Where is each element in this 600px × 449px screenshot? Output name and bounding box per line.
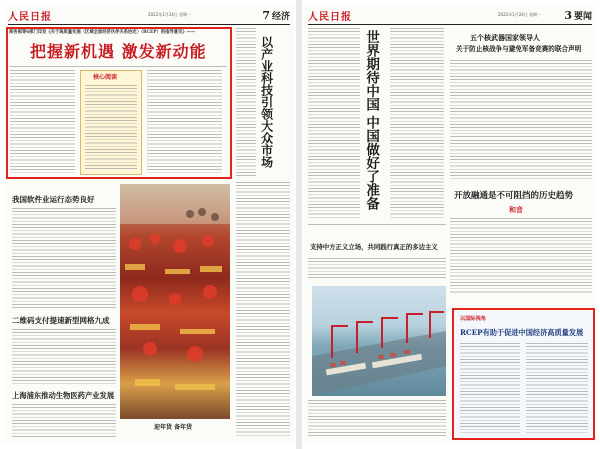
market-photo xyxy=(120,184,230,419)
port-photo xyxy=(312,286,446,396)
masthead xyxy=(308,8,592,25)
masthead xyxy=(8,8,290,25)
section-name: 要闻 xyxy=(573,12,592,22)
article-body-text xyxy=(12,329,116,385)
newspaper-logo: 人民日报 xyxy=(308,12,352,23)
issue-date: 2022年1月24日 星期一 xyxy=(148,12,192,17)
article-body-text xyxy=(308,400,446,438)
newspaper-logo: 人民日报 xyxy=(8,12,52,23)
article-body-text xyxy=(12,208,116,308)
article-body-text xyxy=(236,182,290,437)
divider xyxy=(450,136,592,137)
newspaper-page-7 xyxy=(4,6,294,443)
mid-tag: 和音 xyxy=(509,205,523,214)
bottom-box-headline: RCEP有助于促进中国经济高质量发展 xyxy=(460,328,584,337)
highlight-frame xyxy=(452,308,595,440)
divider xyxy=(308,224,446,225)
photo-caption: 迎年货 备年货 xyxy=(154,424,193,431)
page-gutter xyxy=(296,0,302,449)
article-body-text xyxy=(12,404,116,438)
page-number: 7 xyxy=(262,9,270,22)
bottom-box-kicker: 以国际视角 xyxy=(460,316,486,322)
vertical-headline: 以产业科技引领大众市场 xyxy=(259,36,274,168)
lead-headline: 把握新机遇 激发新动能 xyxy=(30,42,207,61)
page-number: 3 xyxy=(564,9,572,22)
vertical-headline: 世界期待中国 中国做好了准备 xyxy=(363,30,380,211)
article-body-text xyxy=(236,28,256,178)
article-body-text xyxy=(450,218,592,293)
section-name: 经济 xyxy=(271,12,290,22)
port-photo-art xyxy=(312,286,446,396)
side-headline-1: 我国软件业运行态势良好 xyxy=(12,195,95,204)
top-headline: 五个核武器国家领导人 xyxy=(470,33,540,42)
newspaper-page-3 xyxy=(304,6,596,443)
article-body-text xyxy=(450,60,592,134)
column-label: 核心阅读 xyxy=(93,74,118,81)
side-headline-3: 上海浦东推动生物医药产业发展 xyxy=(12,391,115,400)
article-body-text xyxy=(390,28,444,218)
highlight-frame xyxy=(6,27,232,179)
top-subheadline: 关于防止核战争与避免军备竞赛的联合声明 xyxy=(456,45,582,53)
issue-date: 2022年1月24日 星期一 xyxy=(498,12,542,17)
mid-headline: 开放融通是不可阻挡的历史趋势 xyxy=(454,191,574,201)
lower-headline: 支持中方正义立场，共同践行真正的多边主义 xyxy=(310,243,438,251)
page-info xyxy=(564,9,592,22)
lead-kicker: 商务部等6部门印发《关于高质量实施〈区域全面经济伙伴关系协定〉（RCEP）的指导意见》—— xyxy=(9,30,196,35)
article-body-text xyxy=(308,28,360,218)
article-body-text xyxy=(450,140,592,180)
side-headline-2: 二维码支付提速新型网格九成 xyxy=(12,316,110,325)
page-info xyxy=(262,9,290,22)
market-photo-art xyxy=(120,184,230,419)
article-body-text xyxy=(308,258,446,280)
